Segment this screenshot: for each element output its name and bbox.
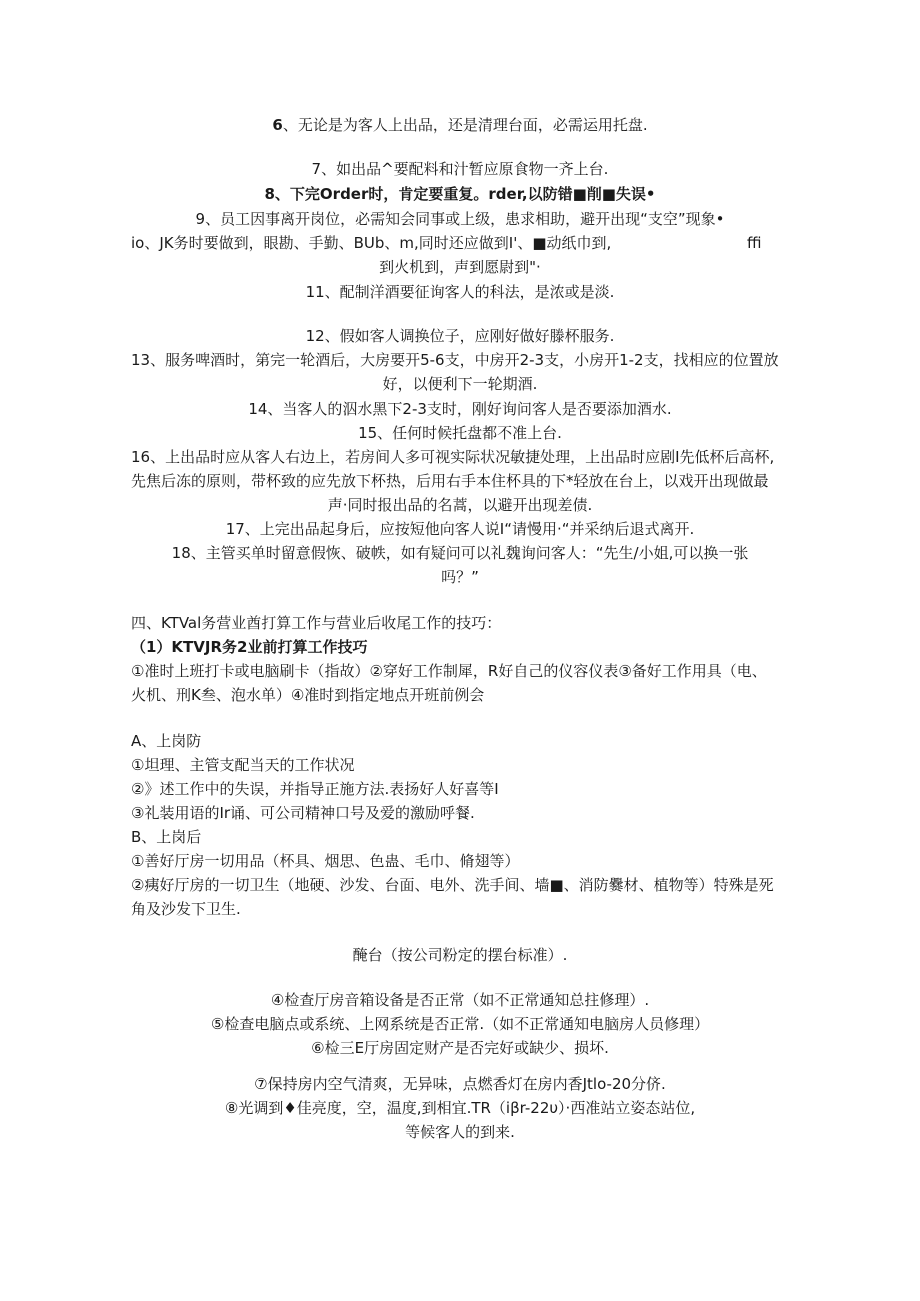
rule-9: 9、员工因事离开岗位，必需知会同事或上级，患求相助，避开出现“支空”现象• <box>195 210 725 228</box>
pre-shift-item-3: ③礼装用语的Ir诵、可公司精神口号及爱的激励呼餐. <box>131 804 475 822</box>
setup-table-line: 醃台（按公司粉定的摆台标准）. <box>352 946 568 964</box>
rule-16-line-3: 声·同时报出品的名蒿，以避开出现差债. <box>327 496 593 514</box>
rule-14: 14、当客人的泅水黑下2-3支时，刚好询问客人是否要添加酒水. <box>248 400 672 418</box>
rule-16-line-2: 先焦后冻的原则，带杯致的应先放下杯热，后用右手本住杯具的下*轻放在台上，以戏开出现做最 <box>131 472 769 490</box>
rule-6-number: 6 <box>272 116 283 134</box>
rule-16-line-1: 16、上出品时应从客人右边上，若房间人多可视实际状况敏捷处理，上出品时应剧I先低杯后高杯, <box>131 448 775 466</box>
rule-7: 7、如出品^要配料和汁暂应原食物一齐上台. <box>311 160 609 178</box>
prep-items-line-2: 火机、刑K叁、泡水单）④准时到指定地点开班前例会 <box>131 686 485 704</box>
rule-11: 11、配制洋酒要征询客人的科法，是浓或是淡. <box>305 283 615 301</box>
lighting-line-1: ⑧光调到♦佳亮度，空，温度,到相宜.TR（iβr-22υ）·西准站立姿态站位, <box>224 1099 696 1117</box>
rule-10-line-2: 到火机到，声到愿尉到"· <box>379 258 541 276</box>
rule-6 <box>0 114 920 136</box>
rule-6-text: 、无论是为客人上出品，还是清理台面，必需运用托盘. <box>282 116 648 134</box>
check-speakers-line: ④检查厅房音箱设备是否正常（如不正常通知总拄修理）. <box>270 991 650 1009</box>
section-4-heading: 四、KTVal务营业酋打算工作与营业后收尾工作的技巧： <box>131 614 502 632</box>
rule-10-line-1: io、JK务时要做到，眼勘、手勤、BUb、m,同时还应做到I'、■动纸巾到, <box>131 234 612 252</box>
rule-10-tail: ffi <box>747 234 762 252</box>
rule-18-line-2: 吗？” <box>441 568 479 586</box>
section-4-subheading: （1）KTVJR务2业前打算工作技巧 <box>131 638 368 656</box>
on-shift-heading: B、上岗后 <box>131 828 202 846</box>
lighting-line-2: 等候客人的到来. <box>405 1123 515 1141</box>
on-shift-item-2-line-2: 角及沙发下卫生. <box>131 900 241 918</box>
rule-18-line-1: 18、主管买单时留意假恢、破帙，如有疑问可以礼魏询问客人：“先生/小姐,可以换一张 <box>171 544 749 562</box>
rule-17: 17、上完出品起身后，应按短他向客人说I“请慢用·“并采纳后退式离开. <box>225 520 695 538</box>
prep-items-line-1: ①准时上班打卡或电脑刷卡（指故）②穿好工作制犀，R好自己的仪容仪表③备好工作用具（电、 <box>131 662 767 680</box>
pre-shift-item-2: ②》述工作中的失误，并指导正施方法.表扬好人好喜等I <box>131 780 499 798</box>
rule-13-line-2: 好，以便利下一轮期酒. <box>382 375 538 393</box>
pre-shift-heading: A、上岗防 <box>131 732 202 750</box>
on-shift-item-2-line-1: ②痍好厅房的一切卫生（地硬、沙发、台面、电外、洗手间、墙■、消防爨材、植物等）特殊是死 <box>131 876 774 894</box>
rule-13-line-1: 13、服务啤酒时，第完一轮酒后，大房要开5-6支，中房开2-3支，小房开1-2支，找相应的位置放 <box>131 351 779 369</box>
rule-8: 8、下完Order时，肯定要重复。rder,以防错■削■失误• <box>264 185 656 203</box>
pre-shift-item-1: ①坦理、主管支配当天的工作状况 <box>131 756 355 774</box>
rule-15: 15、任何时候托盘都不准上台. <box>358 424 562 442</box>
air-fresh-line: ⑦保持房内空气清爽，无异味，点燃香灯在房内香Jtlo-20分侪. <box>254 1075 666 1093</box>
check-assets-line: ⑥检三E厅房固定财产是否完好或缺少、损坏. <box>311 1039 609 1057</box>
check-computer-line: ⑤检查电脑点或系统、上网系统是否正常.（如不正常通知电脑房人员修理） <box>210 1015 710 1033</box>
on-shift-item-1: ①善好厅房一切用品（杯具、烟思、色蛊、毛巾、脩翅等） <box>131 852 520 870</box>
rule-12: 12、假如客人调换位子，应刚好做好滕杯服务. <box>305 327 615 345</box>
